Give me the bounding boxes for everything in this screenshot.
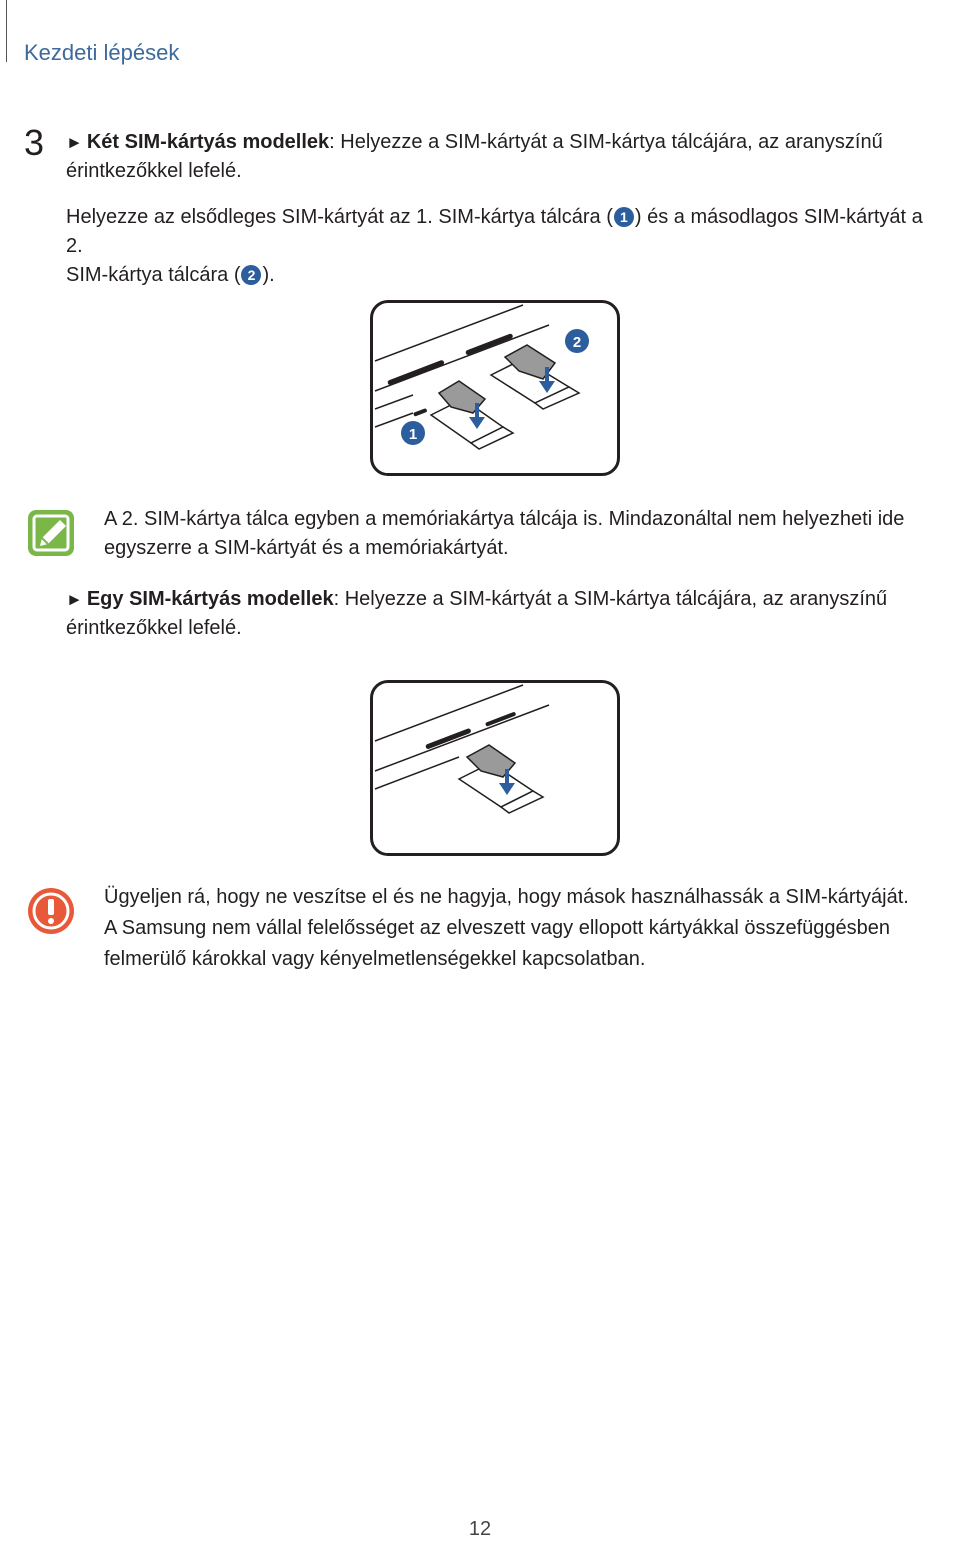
section-header: Kezdeti lépések bbox=[24, 40, 180, 65]
badge-2: 2 bbox=[241, 265, 261, 285]
dual-sim-text-cont: érintkezőkkel lefelé. bbox=[66, 160, 242, 182]
single-sim-tray-illustration bbox=[370, 680, 620, 856]
single-sim-text-cont: érintkezőkkel lefelé. bbox=[66, 617, 242, 639]
warning-line-3: felmerülő károkkal vagy kényelmetlenségekkel kapcsolatban. bbox=[104, 948, 646, 970]
svg-text:1: 1 bbox=[408, 426, 418, 443]
callout-2 bbox=[565, 329, 589, 353]
warning-exclamation-icon bbox=[26, 886, 76, 936]
warning-line-1: Ügyeljen rá, hogy ne veszítse el és ne hagyja, hogy mások használhassák a SIM-kártyáját. bbox=[104, 886, 909, 908]
note-line-2: egyszerre a SIM-kártyát és a memóriakártyát. bbox=[104, 537, 509, 559]
note-text bbox=[104, 505, 944, 563]
bullet-triangle-icon: ► bbox=[66, 133, 83, 152]
single-sim-label: Egy SIM-kártyás modellek bbox=[86, 588, 334, 610]
callout-1 bbox=[401, 421, 425, 445]
warning-line-2: A Samsung nem vállal felelősséget az elveszett vagy ellopott kártyákkal összefüggésben bbox=[104, 917, 890, 939]
placement-text-a: Helyezze az elsődleges SIM-kártyát az 1. SIM-kártya tálcára ( bbox=[66, 206, 613, 228]
placement-text-c: SIM-kártya tálcára ( bbox=[66, 264, 241, 286]
note-pencil-icon bbox=[26, 508, 76, 558]
dual-sim-tray-graphic bbox=[373, 303, 617, 473]
warning-text bbox=[104, 882, 944, 975]
dual-sim-tray-illustration bbox=[370, 300, 620, 476]
svg-text:2: 2 bbox=[572, 334, 582, 351]
step-number: 3 bbox=[24, 122, 45, 163]
placement-text-b: ) és a másodlagos SIM-kártyát a 2. bbox=[66, 206, 923, 257]
margin-rule bbox=[6, 0, 7, 62]
note-line-1: A 2. SIM-kártya tálca egyben a memóriakártya tálcája is. Mindazonáltal nem helyezheti ide bbox=[104, 508, 905, 530]
dual-sim-text: : Helyezze a SIM-kártyát a SIM-kártya tálcájára, az aranyszínű bbox=[329, 131, 883, 153]
single-sim-instruction bbox=[66, 585, 926, 643]
badge-1: 1 bbox=[614, 207, 634, 227]
single-sim-text: : Helyezze a SIM-kártyát a SIM-kártya tálcájára, az aranyszínű bbox=[333, 588, 888, 610]
single-sim-tray-graphic bbox=[373, 683, 617, 853]
page-number: 12 bbox=[468, 1518, 492, 1540]
placement-instruction bbox=[66, 203, 926, 290]
dual-sim-label: Két SIM-kártyás modellek bbox=[86, 131, 330, 153]
dual-sim-instruction bbox=[66, 128, 926, 186]
placement-text-d: ). bbox=[262, 264, 275, 286]
bullet-triangle-icon: ► bbox=[66, 590, 83, 609]
